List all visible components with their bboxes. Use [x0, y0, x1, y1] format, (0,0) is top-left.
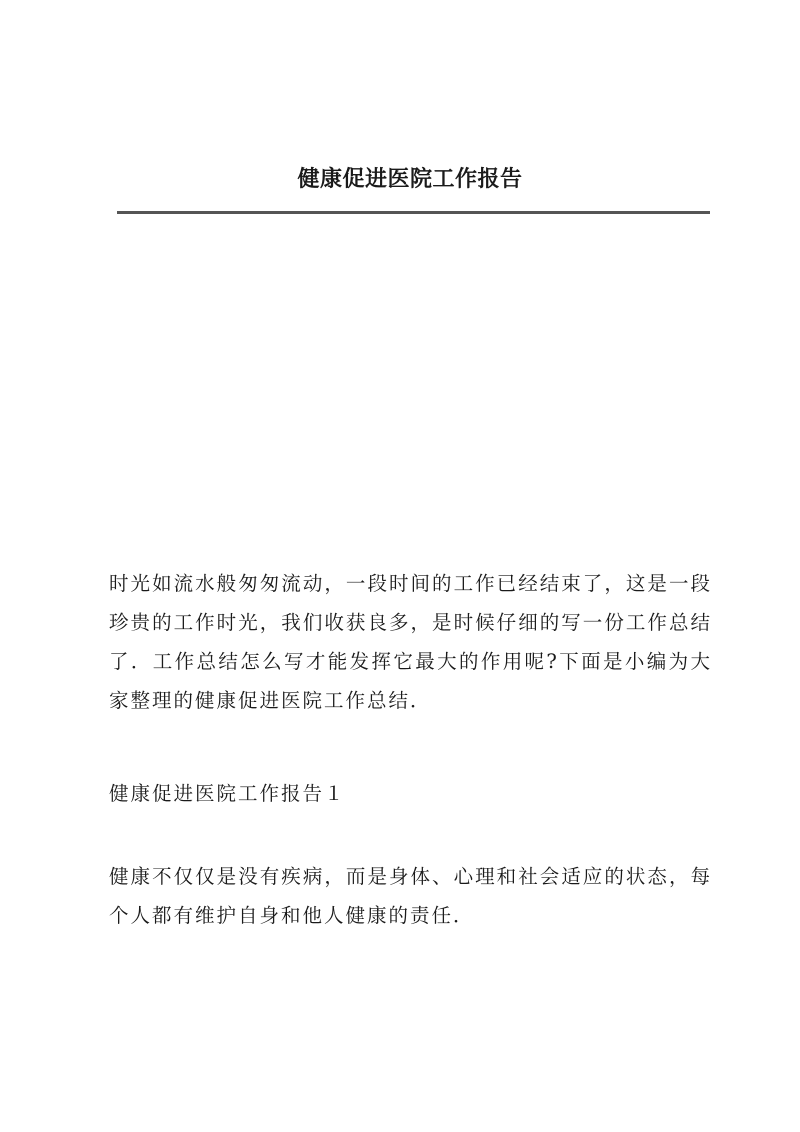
section-heading: 健康促进医院工作报告１: [109, 782, 346, 805]
page-title: 健康促进医院工作报告: [297, 166, 523, 192]
title-divider: [117, 211, 710, 214]
intro-paragraph: 时光如流水般匆匆流动，一段时间的工作已经结束了，这是一段珍贵的工作时光，我们收获良多，是时候仔细的写一份工作总结了．工作总结怎么写才能发挥它最大的作用呢?下面是小编为大家整理的健康促进医院工作总结．: [109, 572, 712, 712]
section-paragraph: 健康不仅仅是没有疾病，而是身体、心理和社会适应的状态，每个人都有维护自身和他人健康的责任．: [109, 865, 712, 927]
